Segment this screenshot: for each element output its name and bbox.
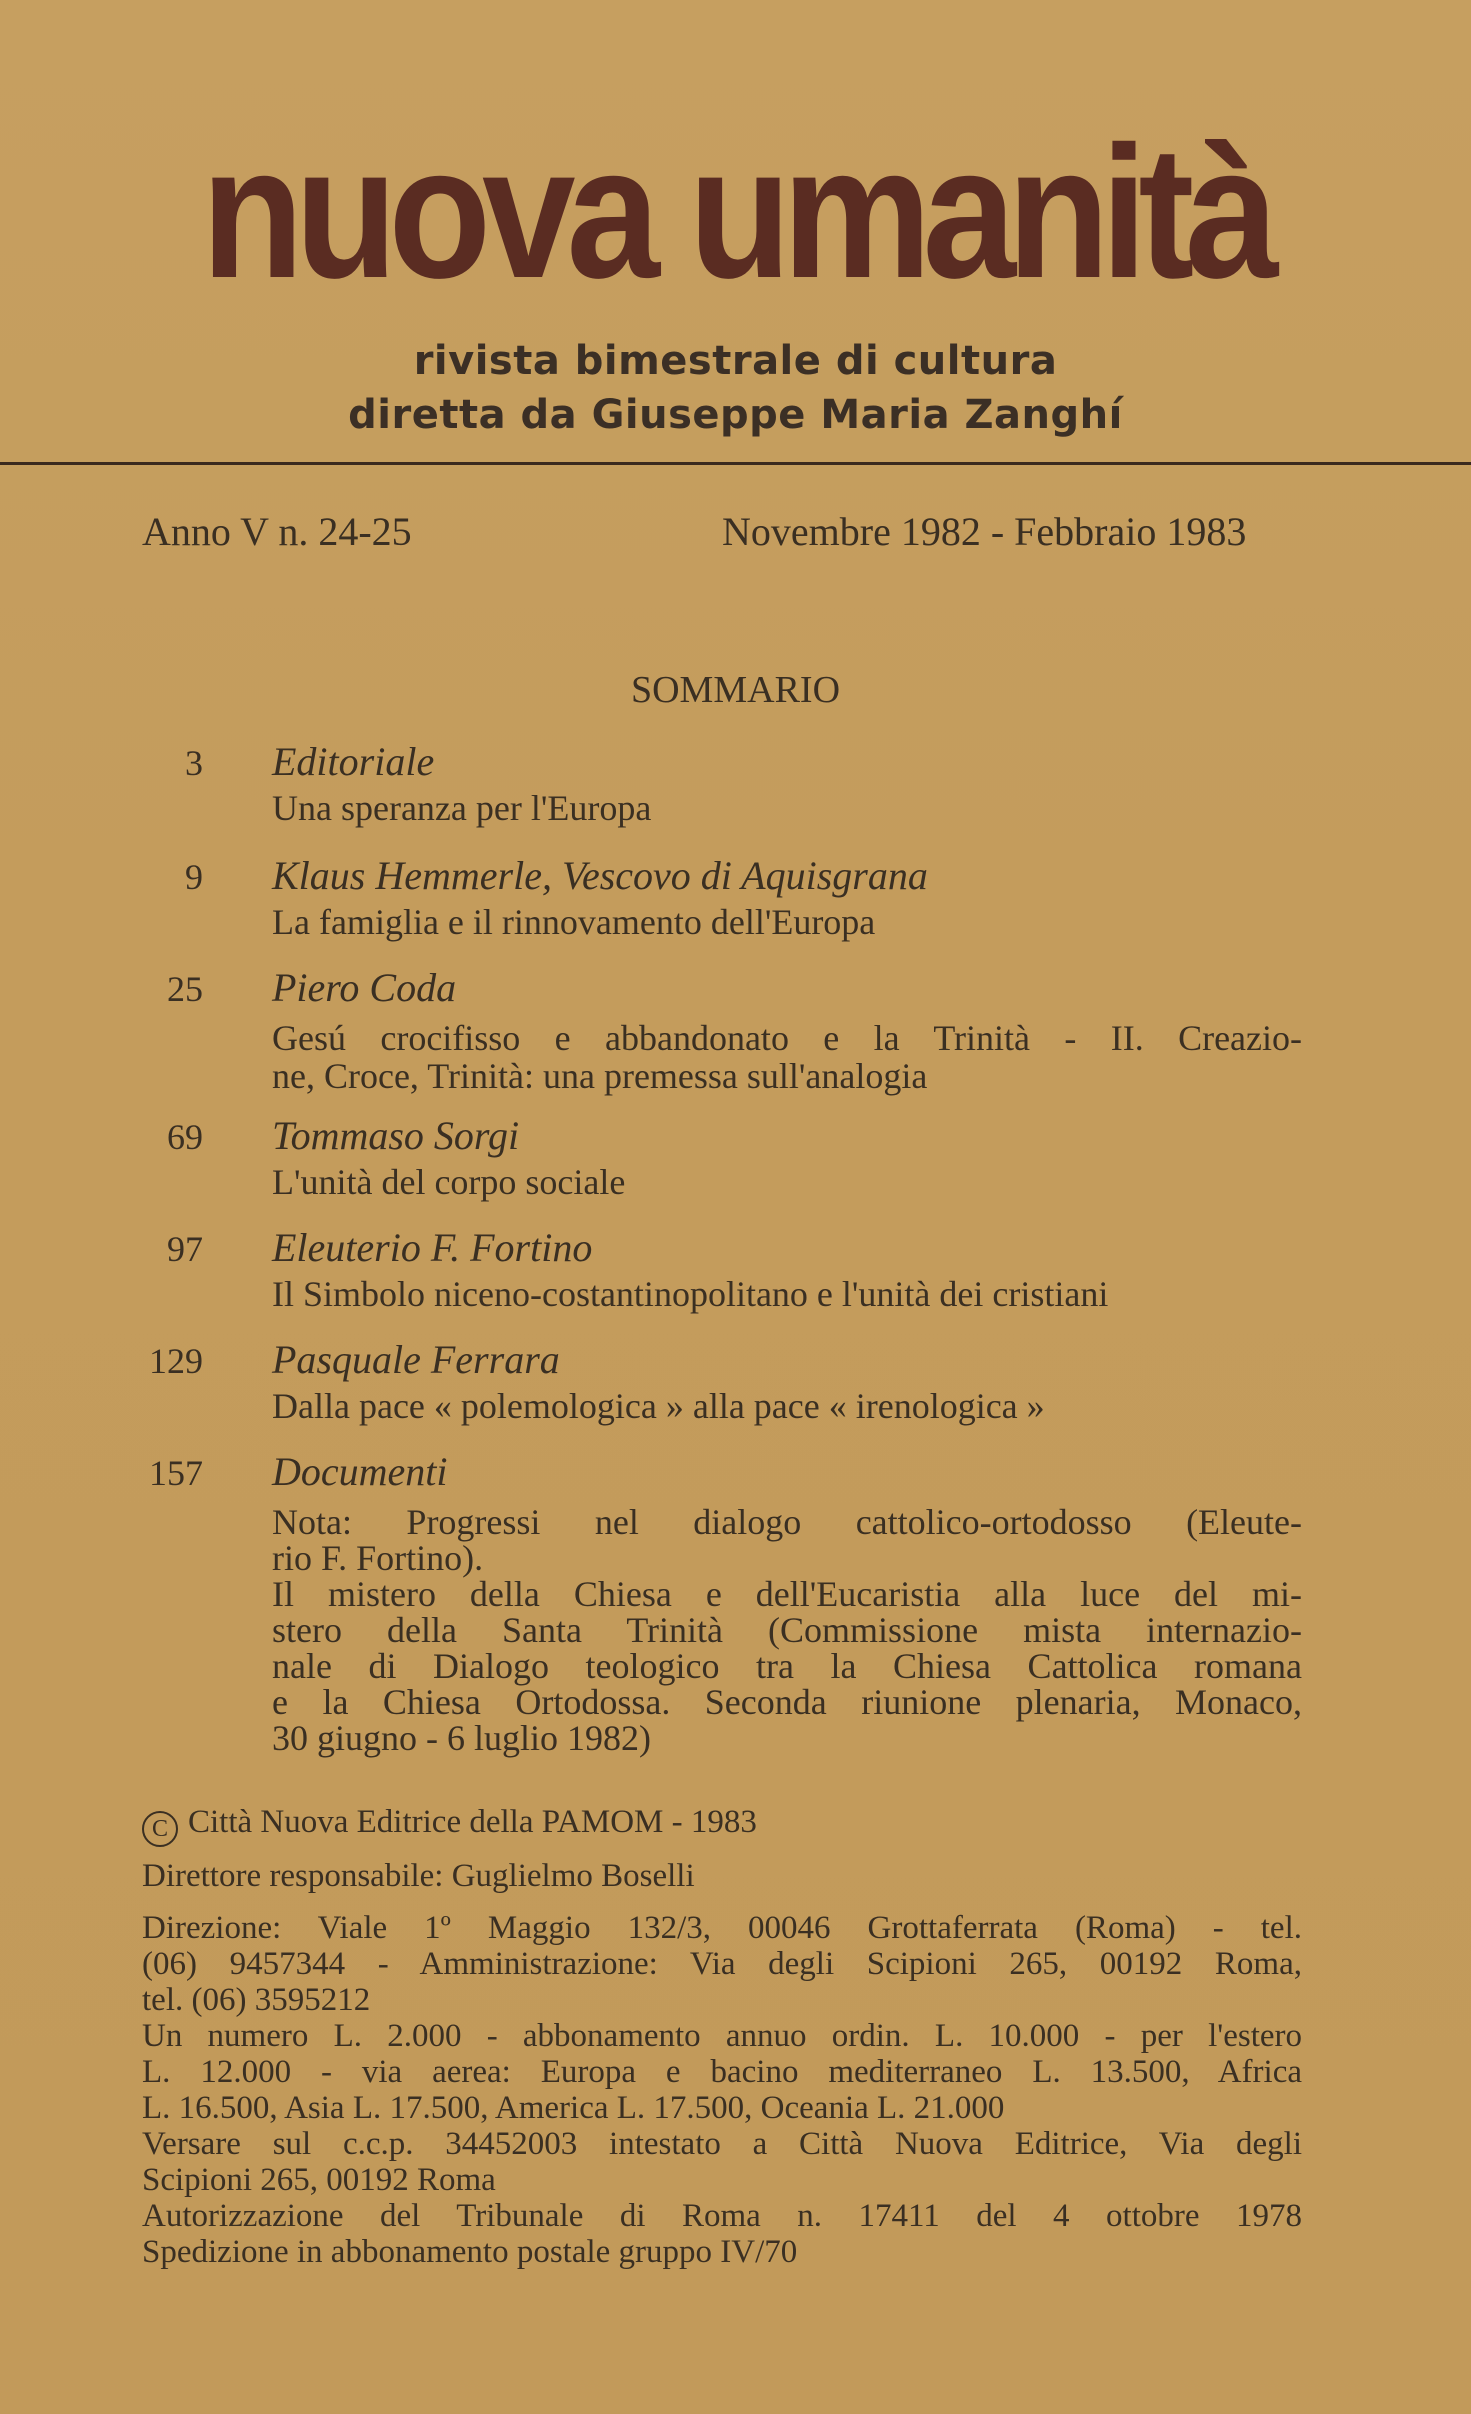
- toc-page-number: 3: [185, 743, 203, 783]
- toc-title: Dalla pace « polemologica » alla pace « irenologica »: [272, 1386, 1045, 1426]
- toc-document-line: rio F. Fortino).: [272, 1538, 484, 1578]
- magazine-subtitle: rivista bimestrale di cultura: [413, 338, 1058, 384]
- toc-page-number: 25: [167, 969, 203, 1009]
- detail-line: Un numero L. 2.000 - abbonamento annuo ordin. L. 10.000 - per l'estero: [142, 2018, 1302, 2054]
- detail-line: Versare sul c.c.p. 34452003 intestato a Città Nuova Editrice, Via degli: [142, 2126, 1302, 2162]
- toc-title: L'unità del corpo sociale: [272, 1162, 626, 1202]
- copyright-icon: C: [142, 1811, 178, 1847]
- toc-document-line: e la Chiesa Ortodossa. Seconda riunione plenaria, Monaco,: [272, 1682, 1302, 1722]
- copyright-line: [142, 1804, 1302, 1847]
- toc-page-number: 69: [167, 1117, 203, 1157]
- copyright-text: Città Nuova Editrice della PAMOM - 1983: [188, 1804, 757, 1840]
- detail-line: Spedizione in abbonamento postale gruppo IV/70: [142, 2234, 798, 2270]
- publication-details: [142, 1910, 1302, 2270]
- detail-line: (06) 9457344 - Amministrazione: Via degli Scipioni 265, 00192 Roma,: [142, 1946, 1302, 1982]
- toc-document-line: nale di Dialogo teologico tra la Chiesa Cattolica romana: [272, 1646, 1302, 1686]
- issue-number: Anno V n. 24-25: [142, 509, 412, 554]
- toc-document-line: Nota: Progressi nel dialogo cattolico-ortodosso (Eleute-: [272, 1502, 1302, 1542]
- toc-author: Tommaso Sorgi: [272, 1113, 520, 1158]
- toc-document-line: Il mistero della Chiesa e dell'Eucaristia alla luce del mi-: [272, 1574, 1302, 1614]
- toc-page-number: 9: [185, 857, 203, 897]
- toc-title: Una speranza per l'Europa: [272, 788, 652, 828]
- toc-author: Piero Coda: [272, 965, 457, 1010]
- detail-line: Direzione: Viale 1º Maggio 132/3, 00046 Grottaferrata (Roma) - tel.: [142, 1910, 1302, 1946]
- toc-title-line: Gesú crocifisso e abbandonato e la Trinità - II. Creazio-: [272, 1018, 1302, 1058]
- toc-document-line: stero della Santa Trinità (Commissione mista internazio-: [272, 1610, 1302, 1650]
- toc-page-number: 97: [167, 1229, 203, 1269]
- toc-page-number: 157: [149, 1453, 203, 1493]
- toc-author: Pasquale Ferrara: [272, 1337, 560, 1382]
- toc-title-line: ne, Croce, Trinità: una premessa sull'analogia: [272, 1056, 928, 1096]
- toc-author: Documenti: [272, 1449, 448, 1494]
- contents-heading: SOMMARIO: [630, 669, 841, 711]
- toc-author: Editoriale: [272, 739, 435, 784]
- detail-line: Scipioni 265, 00192 Roma: [142, 2162, 496, 2198]
- detail-line: tel. (06) 3595212: [142, 1982, 371, 2018]
- detail-line: Autorizzazione del Tribunale di Roma n. 17411 del 4 ottobre 1978: [142, 2198, 1302, 2234]
- toc-page-number: 129: [149, 1341, 203, 1381]
- header-divider: [0, 462, 1471, 465]
- detail-line: L. 12.000 - via aerea: Europa e bacino mediterraneo L. 13.500, Africa: [142, 2054, 1302, 2090]
- director-line: Direttore responsabile: Guglielmo Boselli: [142, 1858, 695, 1894]
- toc-author: Eleuterio F. Fortino: [272, 1225, 593, 1270]
- toc-title: Il Simbolo niceno-costantinopolitano e l'unità dei cristiani: [272, 1274, 1109, 1314]
- magazine-title: nuova umanità: [201, 106, 1270, 318]
- toc-title: La famiglia e il rinnovamento dell'Europa: [272, 902, 876, 942]
- toc-author: Klaus Hemmerle, Vescovo di Aquisgrana: [272, 853, 928, 898]
- detail-line: L. 16.500, Asia L. 17.500, America L. 17.500, Oceania L. 21.000: [142, 2090, 1005, 2126]
- issue-period: Novembre 1982 - Febbraio 1983: [722, 509, 1247, 554]
- magazine-editor: diretta da Giuseppe Maria Zanghí: [348, 392, 1123, 438]
- toc-document-line: 30 giugno - 6 luglio 1982): [272, 1718, 651, 1758]
